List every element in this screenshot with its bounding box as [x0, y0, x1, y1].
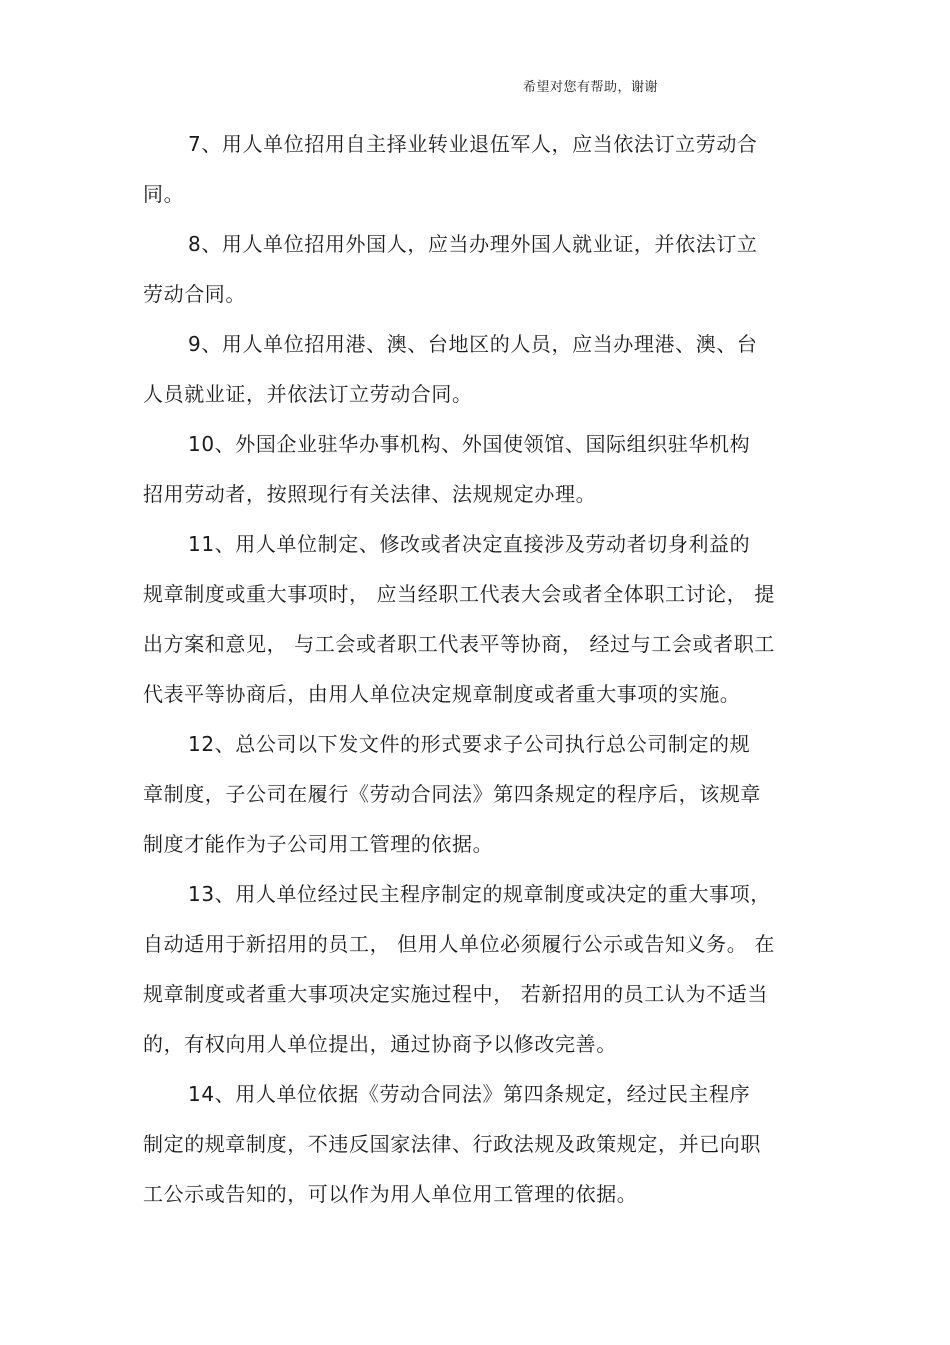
paragraph-11-line-4: 代表平等协商后，由用人单位决定规章制度或者重大事项的实施。	[143, 682, 741, 706]
paragraph-13-line-1: 13、用人单位经过民主程序制定的规章制度或决定的重大事项，	[188, 882, 771, 906]
paragraph-10-line-1: 10、外国企业驻华办事机构、外国使领馆、国际组织驻华机构	[188, 432, 751, 456]
paragraph-9-line-2: 人员就业证，并依法订立劳动合同。	[143, 382, 473, 406]
paragraph-11-line-3: 出方案和意见， 与工会或者职工代表平等协商， 经过与工会或者职工	[143, 632, 775, 656]
paragraph-8-line-1: 8、用人单位招用外国人，应当办理外国人就业证，并依法订立	[188, 232, 758, 256]
paragraph-11-line-2: 规章制度或重大事项时， 应当经职工代表大会或者全体职工讨论， 提	[143, 582, 775, 606]
paragraph-9-line-1: 9、用人单位招用港、澳、台地区的人员，应当办理港、澳、台	[188, 332, 758, 356]
paragraph-11-line-1: 11、用人单位制定、修改或者决定直接涉及劳动者切身利益的	[188, 532, 751, 556]
paragraph-12-line-2: 章制度，子公司在履行《劳动合同法》第四条规定的程序后，该规章	[143, 782, 761, 806]
paragraph-13-line-3: 规章制度或者重大事项决定实施过程中， 若新招用的员工认为不适当	[143, 982, 768, 1006]
paragraph-7-line-1: 7、用人单位招用自主择业转业退伍军人，应当依法订立劳动合	[188, 132, 758, 156]
paragraph-14-line-2: 制定的规章制度，不违反国家法律、行政法规及政策规定，并已向职	[143, 1132, 761, 1156]
paragraph-8-line-2: 劳动合同。	[143, 282, 246, 306]
paragraph-14-line-1: 14、用人单位依据《劳动合同法》第四条规定，经过民主程序	[188, 1082, 751, 1106]
paragraph-10-line-2: 招用劳动者，按照现行有关法律、法规规定办理。	[143, 482, 597, 506]
paragraph-14-line-3: 工公示或告知的，可以作为用人单位用工管理的依据。	[143, 1182, 638, 1206]
paragraph-13-line-4: 的，有权向用人单位提出，通过协商予以修改完善。	[143, 1032, 617, 1056]
page-header: 希望对您有帮助，谢谢	[523, 80, 659, 95]
paragraph-12-line-3: 制度才能作为子公司用工管理的依据。	[143, 832, 494, 856]
paragraph-12-line-1: 12、总公司以下发文件的形式要求子公司执行总公司制定的规	[188, 732, 751, 756]
paragraph-13-line-2: 自动适用于新招用的员工， 但用人单位必须履行公示或告知义务。 在	[143, 932, 775, 956]
paragraph-7-line-2: 同。	[143, 182, 185, 206]
